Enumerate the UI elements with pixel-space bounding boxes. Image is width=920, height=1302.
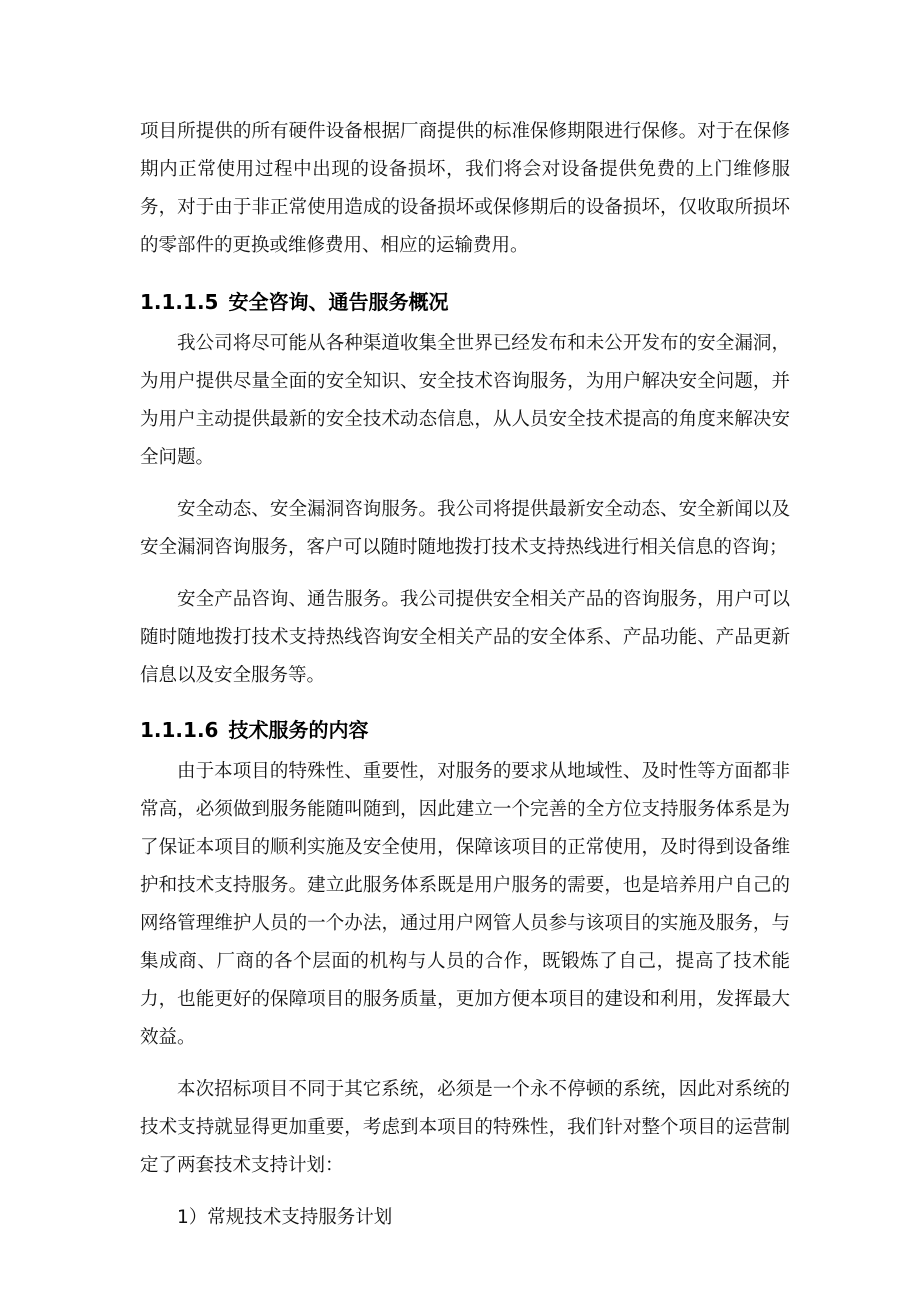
section-title: 技术服务的内容	[228, 718, 369, 742]
section-1115-paragraph-2: 安全动态、安全漏洞咨询服务。我公司将提供最新安全动态、安全新闻以及安全漏洞咨询服务，客户可以随时随地拨打技术支持热线进行相关信息的咨询；	[140, 499, 790, 558]
section-1115-paragraph-3: 安全产品咨询、通告服务。我公司提供安全相关产品的咨询服务，用户可以随时随地拨打技术支持热线咨询安全相关产品的安全体系、产品功能、产品更新信息以及安全服务等。	[140, 589, 790, 686]
list-item: 1）常规技术支持服务计划	[177, 1207, 393, 1228]
document-body	[140, 113, 790, 1237]
section-title: 安全咨询、通告服务概况	[228, 290, 449, 314]
section-heading-1116	[140, 715, 790, 745]
section-number: 1.1.1.6	[140, 718, 219, 742]
section-1116-paragraph-2: 本次招标项目不同于其它系统，必须是一个永不停顿的系统，因此对系统的技术支持就显得更加重要，考虑到本项目的特殊性，我们针对整个项目的运营制定了两套技术支持计划：	[140, 1079, 790, 1176]
intro-paragraph: 项目所提供的所有硬件设备根据厂商提供的标准保修期限进行保修。对于在保修期内正常使用过程中出现的设备损坏，我们将会对设备提供免费的上门维修服务，对于由于非正常使用造成的设备损坏或保修期后的设备损坏，仅收取所损坏的零部件的更换或维修费用、相应的运输费用。	[140, 121, 790, 256]
section-1116-paragraph-1: 由于本项目的特殊性、重要性，对服务的要求从地域性、及时性等方面都非常高，必须做到服务能随叫随到，因此建立一个完善的全方位支持服务体系是为了保证本项目的顺利实施及安全使用，保障该项目的正常使用，及时得到设备维护和技术支持服务。建立此服务体系既是用户服务的需要，也是培养用户自己的网络管理维护人员的一个办法，通过用户网管人员参与该项目的实施及服务，与集成商、厂商的各个层面的机构与人员的合作，既锻炼了自己，提高了技术能力，也能更好的保障项目的服务质量，更加方便本项目的建设和利用，发挥最大效益。	[140, 761, 790, 1048]
section-heading-1115	[140, 287, 790, 317]
section-1115-paragraph-1: 我公司将尽可能从各种渠道收集全世界已经发布和未公开发布的安全漏洞，为用户提供尽量全面的安全知识、安全技术咨询服务，为用户解决安全问题，并为用户主动提供最新的安全技术动态信息，从人员安全技术提高的角度来解决安全问题。	[140, 333, 790, 468]
section-number: 1.1.1.5	[140, 290, 219, 314]
